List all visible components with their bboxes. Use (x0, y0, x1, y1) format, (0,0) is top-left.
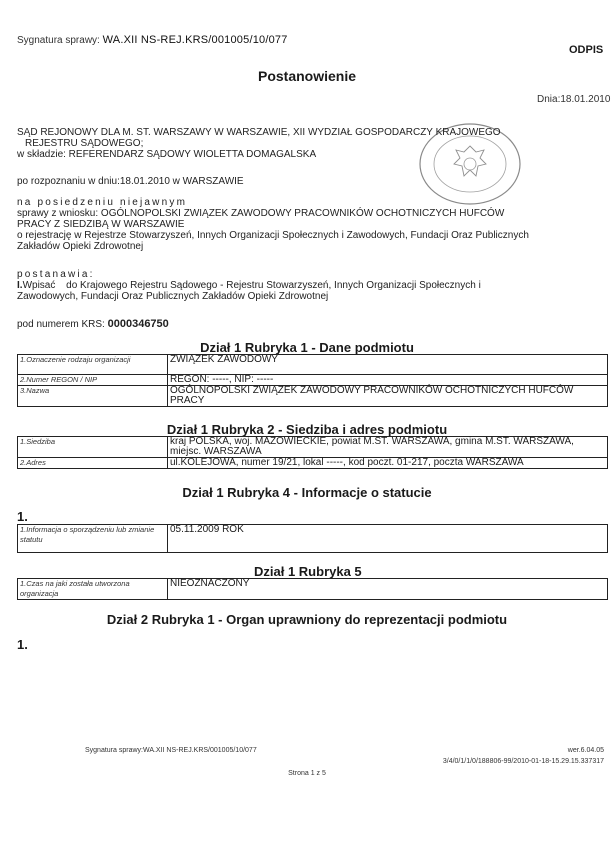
row-value: REGON: -----, NIP: ----- (168, 375, 608, 386)
table-row (18, 437, 608, 458)
decision-action: Wpisać (22, 280, 56, 291)
table-row (18, 579, 608, 600)
footer-version: wer.6.04.05 (567, 747, 604, 754)
row-value: ul.KOLEJOWA, numer 19/21, lokal -----, kod poczt. 01-217, poczta WARSZAWA (168, 458, 608, 469)
case-signature-value: WA.XII NS-REJ.KRS/001005/10/077 (102, 34, 288, 46)
row-label: 1.Czas na jaki została utworzona organizacja (18, 579, 168, 600)
row-value: OGÓLNOPOLSKI ZWIĄZEK ZAWODOWY PRACOWNIKÓW OCHOTNICZYCH HUFCÓW PRACY (168, 386, 608, 407)
document-title: Postanowienie (257, 68, 357, 84)
session-label: na posiedzeniu niejawnym (17, 197, 188, 208)
row-label: 1.Siedziba (18, 437, 168, 458)
page-number: Strona 1 z 5 (288, 770, 326, 777)
row-label: 2.Adres (18, 458, 168, 469)
row-label: 3.Nazwa (18, 386, 168, 407)
decision-line-1: do Krajowego Rejestru Sądowego - Rejestru Stowarzyszeń, Innych Organizacji Społecznych i (66, 280, 481, 291)
court-line-2: REJESTRU SĄDOWEGO; (25, 138, 144, 149)
session-line-2: PRACY Z SIEDZIBĄ W WARSZAWIE (17, 219, 185, 230)
court-line-1: SĄD REJONOWY DLA M. ST. WARSZAWY W WARSZAWIE, XII WYDZIAŁ GOSPODARCZY KRAJOWEGO (17, 127, 501, 138)
section-4-heading: Dział 1 Rubryka 5 (254, 564, 362, 579)
section-3-heading: Dział 1 Rubryka 4 - Informacje o statucie (182, 485, 432, 500)
section-5-number: 1. (17, 637, 28, 652)
section-1-heading: Dział 1 Rubryka 1 - Dane podmiotu (200, 340, 414, 355)
row-value: 05.11.2009 ROK (168, 525, 608, 553)
krs-label: pod numerem KRS: (17, 319, 105, 330)
footer-id: 3/4/0/1/1/0/188806-99/2010-01-18-15.29.15.337317 (442, 758, 604, 765)
session-line-1: sprawy z wniosku: OGÓLNOPOLSKI ZWIĄZEK ZAWODOWY PRACOWNIKÓW OCHOTNICZYCH HUFCÓW (17, 208, 505, 219)
table-row (18, 386, 608, 407)
row-label: 1.Informacja o sporządzeniu lub zmianie statutu (18, 525, 168, 553)
decision-roman: I. (17, 280, 23, 291)
row-value: ZWIĄZEK ZAWODOWY (168, 355, 608, 375)
row-value: kraj POLSKA, woj. MAZOWIECKIE, powiat M.ST. WARSZAWA, gmina M.ST. WARSZAWA, miejsc. WARSZAWA (168, 437, 608, 458)
section-1-table (17, 354, 608, 407)
case-signature-label: Sygnatura sprawy: (17, 35, 100, 46)
row-value: NIEOZNACZONY (168, 579, 608, 600)
session-block (17, 197, 529, 252)
row-label: 2.Numer REGON / NIP (18, 375, 168, 386)
table-row (18, 375, 608, 386)
decision-line-2: Zawodowych, Fundacji Oraz Publicznych Zakładów Opieki Zdrowotnej (17, 291, 329, 302)
table-row (18, 525, 608, 553)
considered-line: po rozpoznaniu w dniu:18.01.2010 w WARSZAWIE (17, 176, 244, 187)
session-line-3: o rejestrację w Rejestrze Stowarzyszeń, Innych Organizacji Społecznych i Zawodowych, Fundacji Oraz Publicznych (17, 230, 529, 241)
section-2-table (17, 436, 608, 469)
section-5-heading: Dział 2 Rubryka 1 - Organ uprawniony do reprezentacji podmiotu (106, 612, 508, 627)
section-4-table (17, 578, 608, 600)
decision-label: postanawia: (17, 269, 95, 280)
section-3-number: 1. (17, 509, 28, 524)
case-signature (17, 34, 288, 46)
document-date: Dnia:18.01.2010 (537, 94, 611, 105)
krs-line (17, 319, 169, 330)
court-composition: w składzie: REFERENDARZ SĄDOWY WIOLETTA DOMAGALSKA (17, 149, 317, 160)
section-2-heading: Dział 1 Rubryka 2 - Siedziba i adres podmiotu (166, 422, 448, 437)
footer-signature: Sygnatura sprawy:WA.XII NS-REJ.KRS/001005/10/077 (85, 747, 257, 754)
table-row (18, 458, 608, 469)
row-label: 1.Oznaczenie rodzaju organizacji (18, 355, 168, 375)
section-3-table (17, 524, 608, 553)
session-line-4: Zakładów Opieki Zdrowotnej (17, 241, 144, 252)
krs-number: 0000346750 (107, 318, 169, 330)
copy-mark: ODPIS (569, 44, 604, 56)
court-block (17, 127, 501, 160)
decision-block (17, 269, 481, 302)
table-row (18, 355, 608, 375)
